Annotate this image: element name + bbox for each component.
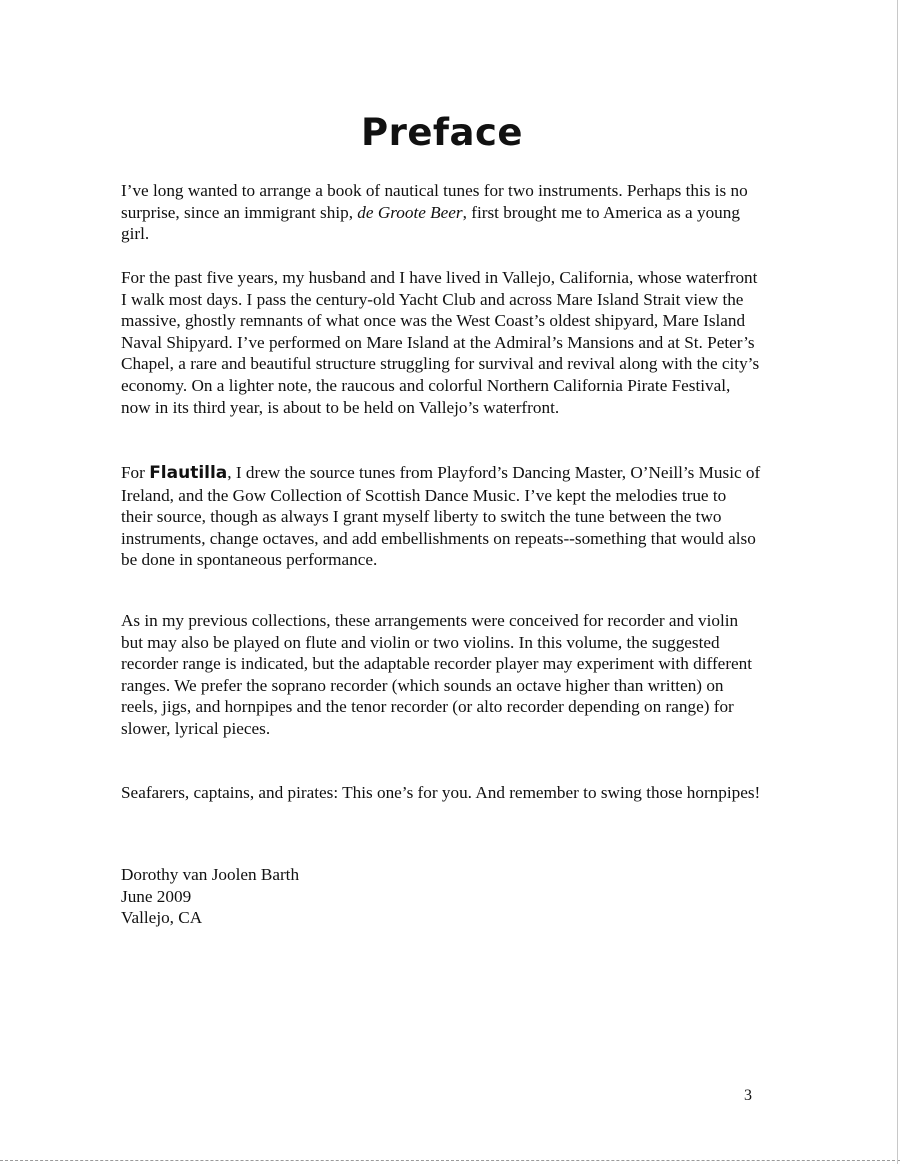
- paragraph-intro-text-end: , first brought me to America as a young girl.: [121, 202, 740, 244]
- signature-name: Dorothy van Joolen Barth: [121, 865, 300, 884]
- signature-place: Vallejo, CA: [121, 908, 203, 928]
- paragraph-sources-text-end: , I drew the source tunes from Playford’s Dancing Master, O’Neill’s Music of Ireland, and the Gow Collection of Scottish Dance Music. I’ve kept the melodies true to their source, though as always I grant myself liberty to switch the tune between the two instruments, change octaves, and add embellishments on repeats--something that would also be done in spontaneous performance.: [121, 463, 761, 570]
- ship-name: de Groote Beer: [357, 202, 463, 222]
- page-number: 3: [744, 1087, 752, 1104]
- paragraph-closing: Seafarers, captains, and pirates: This one’s for you. And remember to swing those hornpipes!: [121, 783, 761, 802]
- paragraph-intro: [121, 180, 761, 245]
- paragraph-sources-text-start: For: [121, 463, 150, 482]
- signature-date: June 2009: [121, 886, 192, 906]
- paragraph-sources: [121, 462, 761, 571]
- signature-block: [121, 864, 761, 929]
- page-right-edge: [897, 0, 898, 1164]
- paragraph-instruments: As in my previous collections, these arrangements were conceived for recorder and violin but may also be played on flute and violin or two violins. In this volume, the suggested recorder range is indicated, but the adaptable recorder player may experiment with different ranges. We prefer the soprano recorder (which sounds an octave higher than written) on reels, jigs, and hornpipes and the tenor recorder (or alto recorder depending on range) for slower, lyrical pieces.: [121, 611, 753, 738]
- page-bottom-edge: [0, 1160, 900, 1161]
- paragraph-intro-text-start: I’ve long wanted to arrange a book of nautical tunes for two instruments. Perhaps this is no surprise, since an immigrant ship,: [121, 181, 748, 222]
- page-title: Preface: [360, 111, 524, 154]
- book-title: Flautilla: [149, 463, 228, 483]
- paragraph-vallejo: For the past five years, my husband and I have lived in Vallejo, California, whose waterfront I walk most days. I pass the century-old Yacht Club and across Mare Island Strait view the massive, ghostly remnants of what once was the West Coast’s oldest shipyard, Mare Island Naval Shipyard. I’ve performed on Mare Island at the Admiral’s Mansions and at St. Peter’s Chapel, a rare and beautiful structure struggling for survival and revival along with the city’s economy. On a lighter note, the raucous and colorful Northern California Pirate Festival, now in its third year, is about to be held on Vallejo’s waterfront.: [121, 268, 760, 417]
